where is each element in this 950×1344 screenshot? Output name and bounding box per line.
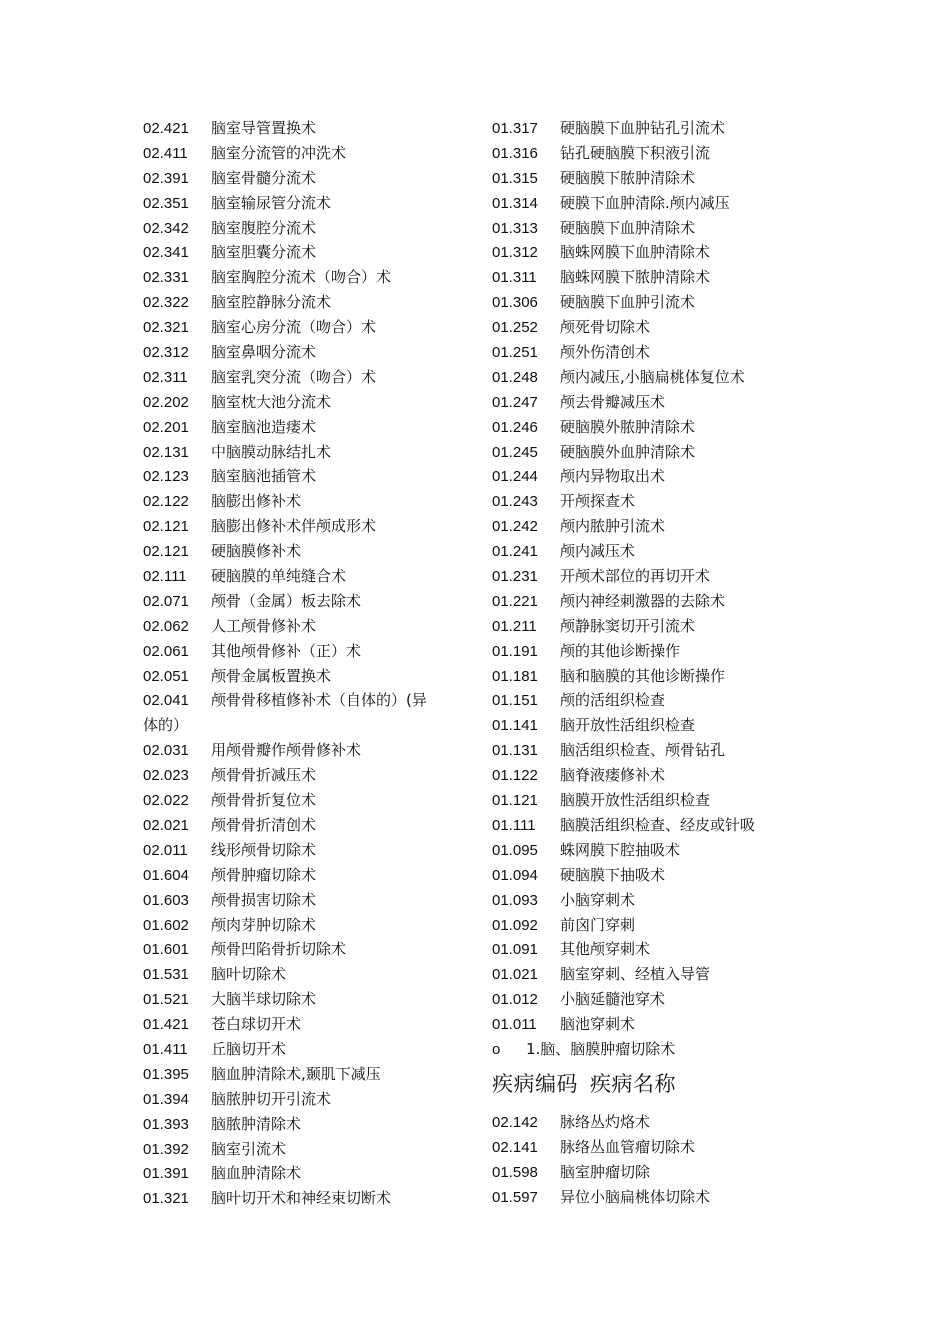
procedure-name: 脑血肿清除术: [211, 1164, 302, 1183]
procedure-row: [143, 589, 468, 614]
procedure-name: 硬膜下血肿清除.颅内减压: [560, 193, 730, 212]
procedure-name: 硬脑膜下血肿清除术: [560, 218, 696, 237]
procedure-row: [492, 265, 792, 290]
procedure-name: 脑蛛网膜下脓肿清除术: [560, 268, 711, 287]
procedure-code: 02.311: [143, 368, 188, 386]
procedure-name: 脑室腔静脉分流术: [211, 293, 332, 312]
procedure-row: [143, 116, 468, 141]
procedure-code: 02.321: [143, 319, 189, 337]
procedure-code: 02.342: [143, 219, 189, 237]
procedure-row: [143, 863, 468, 888]
procedure-code: 02.411: [143, 144, 188, 162]
procedure-name: 大脑半球切除术: [211, 990, 317, 1009]
procedure-code: 01.311: [492, 269, 537, 287]
procedure-code: 02.022: [143, 792, 189, 810]
procedure-name: 颅内异物取出术: [560, 467, 666, 486]
procedure-name: 脑叶切除术: [211, 965, 287, 984]
procedure-row: [492, 141, 792, 166]
procedure-row: [143, 240, 468, 265]
procedure-name: 脑室乳突分流（吻合）术: [211, 367, 377, 386]
right-column: [492, 116, 792, 1209]
procedure-row: [492, 390, 792, 415]
procedure-code: 02.023: [143, 767, 189, 785]
procedure-name: 异位小脑扁桃体切除术: [560, 1187, 711, 1206]
procedure-code: 02.123: [143, 468, 189, 486]
procedure-row: [492, 1160, 792, 1185]
procedure-name: 前囟门穿刺: [560, 915, 636, 934]
procedure-name: 颅的其他诊断操作: [560, 641, 681, 660]
procedure-row: [143, 1186, 468, 1211]
procedure-name: 钻孔硬脑膜下积液引流: [560, 143, 711, 162]
procedure-row: [143, 290, 468, 315]
procedure-row: [143, 664, 468, 689]
procedure-code: 01.121: [492, 792, 538, 810]
procedure-row: [143, 191, 468, 216]
procedure-code: 02.341: [143, 244, 189, 262]
procedure-name: 脑室脑池造瘘术: [211, 417, 317, 436]
procedure-row: [143, 688, 468, 713]
bullet-item: [492, 1037, 792, 1062]
procedure-row: [143, 788, 468, 813]
procedure-row: [492, 315, 792, 340]
procedure-name: 脑室心房分流（吻合）术: [211, 318, 377, 337]
procedure-row: [492, 415, 792, 440]
procedure-name: 脑活组织检查、颅骨钻孔: [560, 741, 726, 760]
procedure-name: 颅骨（金属）板去除术: [211, 591, 362, 610]
procedure-code: 01.601: [143, 941, 189, 959]
procedure-name: 硬脑膜下血肿钻孔引流术: [560, 119, 726, 137]
procedure-code: 01.248: [492, 368, 538, 386]
procedure-row: [143, 315, 468, 340]
procedure-name: 脑脓肿切开引流术: [211, 1089, 332, 1108]
procedure-name: 颅骨骨折减压术: [211, 766, 317, 785]
procedure-code: 02.201: [143, 418, 189, 436]
procedure-code: 01.604: [143, 866, 189, 884]
procedure-row: [143, 1112, 468, 1137]
procedure-row: [492, 688, 792, 713]
procedure-code: 01.242: [492, 518, 538, 536]
procedure-code: 02.391: [143, 169, 189, 187]
procedure-row: [492, 1135, 792, 1160]
procedure-code: 02.331: [143, 269, 189, 287]
procedure-name: 脑室穿刺、经植入导管: [560, 965, 711, 984]
procedure-code: 01.313: [492, 219, 538, 237]
procedure-row: [143, 987, 468, 1012]
procedure-code: 01.391: [143, 1165, 189, 1183]
procedure-name: 脑室枕大池分流术: [211, 392, 332, 411]
procedure-row: [492, 639, 792, 664]
procedure-name: 颅骨肿瘤切除术: [211, 865, 317, 884]
procedure-name: 其他颅骨修补（正）术: [211, 641, 362, 660]
procedure-row: [492, 937, 792, 962]
procedure-row: [492, 738, 792, 763]
procedure-row: [143, 440, 468, 465]
procedure-row: [143, 913, 468, 938]
procedure-row: [492, 240, 792, 265]
procedure-row: [492, 987, 792, 1012]
procedure-code: 02.131: [143, 443, 189, 461]
procedure-code: 02.011: [143, 841, 188, 859]
procedure-row: [492, 1012, 792, 1037]
procedure-row: [143, 1037, 468, 1062]
procedure-code: 02.202: [143, 393, 189, 411]
procedure-name: 颅骨凹陷骨折切除术: [211, 940, 347, 959]
procedure-code: 01.131: [492, 742, 538, 760]
procedure-code: 01.211: [492, 617, 537, 635]
procedure-row: [143, 340, 468, 365]
procedure-name: 硬脑膜外血肿清除术: [560, 442, 696, 461]
procedure-name: 硬脑膜外脓肿清除术: [560, 417, 696, 436]
procedure-row: [492, 539, 792, 564]
section-heading: [492, 1062, 792, 1110]
procedure-code: 01.602: [143, 916, 189, 934]
procedure-row: [492, 116, 792, 141]
procedure-code: 02.322: [143, 294, 189, 312]
procedure-name: 小脑延髓池穿术: [560, 990, 666, 1009]
procedure-name: 颅内神经刺激器的去除术: [560, 591, 726, 610]
procedure-code: 01.181: [492, 667, 538, 685]
procedure-code: 01.321: [143, 1190, 189, 1208]
procedure-name: 硬脑膜下血肿引流术: [560, 293, 696, 312]
procedure-name: 苍白球切开术: [211, 1015, 302, 1034]
section-rows: [492, 1110, 792, 1210]
procedure-code: 01.597: [492, 1188, 538, 1206]
procedure-name: 颅去骨瓣减压术: [560, 392, 666, 411]
procedure-name: 脑室分流管的冲洗术: [211, 143, 347, 162]
procedure-row: [143, 265, 468, 290]
procedure-name: 脑和脑膜的其他诊断操作: [560, 666, 726, 685]
procedure-row: [143, 1087, 468, 1112]
procedure-code: 01.603: [143, 891, 189, 909]
procedure-code: 02.312: [143, 344, 189, 362]
procedure-code: 01.247: [492, 393, 538, 411]
procedure-name: 其他颅穿刺术: [560, 940, 651, 959]
procedure-code: 01.243: [492, 493, 538, 511]
procedure-row: [143, 813, 468, 838]
procedure-name: 颅骨金属板置换术: [211, 666, 332, 685]
procedure-code: 01.306: [492, 294, 538, 312]
procedure-code: 02.121: [143, 543, 189, 561]
procedure-code: 02.111: [143, 568, 187, 586]
procedure-name: 脑室脑池插管术: [211, 467, 317, 486]
procedure-row: [492, 813, 792, 838]
procedure-name: 颅内脓肿引流术: [560, 517, 666, 536]
procedure-code: 02.062: [143, 617, 189, 635]
procedure-name: 脑室肿瘤切除: [560, 1162, 651, 1181]
procedure-code: 01.317: [492, 120, 538, 137]
procedure-name: 颅骨骨折复位术: [211, 791, 317, 810]
procedure-name: 颅内减压,小脑扁桃体复位术: [560, 367, 745, 386]
procedure-row: [492, 589, 792, 614]
procedure-name: 丘脑切开术: [211, 1039, 287, 1058]
procedure-code: 02.142: [492, 1113, 538, 1131]
procedure-code: 01.095: [492, 841, 538, 859]
procedure-row: [143, 489, 468, 514]
procedure-code: 01.316: [492, 144, 538, 162]
procedure-name: 颅肉芽肿切除术: [211, 915, 317, 934]
procedure-code: 01.012: [492, 991, 538, 1009]
procedure-row: [143, 390, 468, 415]
procedure-code: 01.151: [492, 692, 538, 710]
procedure-row: [143, 1062, 468, 1087]
procedure-row: [492, 888, 792, 913]
procedure-code: 01.395: [143, 1065, 189, 1083]
procedure-name: 开颅术部位的再切开术: [560, 567, 711, 586]
procedure-name: 硬脑膜下抽吸术: [560, 865, 666, 884]
procedure-name: 颅外伤清创术: [560, 343, 651, 362]
procedure-row: [492, 166, 792, 191]
procedure-code: 01.314: [492, 194, 538, 212]
procedure-name: 脑池穿刺术: [560, 1015, 636, 1034]
left-column: [143, 116, 468, 1211]
procedure-code: 02.141: [492, 1138, 538, 1156]
procedure-name: 颅死骨切除术: [560, 318, 651, 337]
procedure-name: 脑室胆囊分流术: [211, 243, 317, 262]
procedure-code: 01.521: [143, 991, 189, 1009]
procedure-name: 脑室引流术: [211, 1139, 287, 1158]
procedure-row: [143, 539, 468, 564]
procedure-code: 01.191: [492, 642, 538, 660]
procedure-row: [492, 1110, 792, 1135]
procedure-code: 02.031: [143, 742, 189, 760]
procedure-row: [492, 863, 792, 888]
procedure-name: 脑室骨髓分流术: [211, 168, 317, 187]
procedure-row: [492, 962, 792, 987]
procedure-row: [143, 738, 468, 763]
procedure-name: 颅静脉窦切开引流术: [560, 616, 696, 635]
procedure-code: 02.121: [143, 518, 189, 536]
procedure-name: 脉络丛血管瘤切除术: [560, 1137, 696, 1156]
procedure-name: 硬脑膜的单纯缝合术: [211, 567, 347, 586]
procedure-row: [492, 489, 792, 514]
procedure-code: 01.231: [492, 568, 538, 586]
procedure-row: [143, 937, 468, 962]
procedure-code: 01.393: [143, 1115, 189, 1133]
bullet-marker: o: [492, 1040, 501, 1058]
procedure-row: [143, 639, 468, 664]
procedure-row: [143, 888, 468, 913]
procedure-row: [492, 440, 792, 465]
procedure-code: 02.041: [143, 692, 189, 710]
procedure-row: [143, 962, 468, 987]
procedure-name: 脑脊液瘘修补术: [560, 766, 666, 785]
procedure-row: [492, 614, 792, 639]
procedure-name: 蛛网膜下腔抽吸术: [560, 840, 681, 859]
procedure-row: [143, 763, 468, 788]
procedure-row: [143, 415, 468, 440]
procedure-code: 01.252: [492, 319, 538, 337]
procedure-row: [492, 664, 792, 689]
procedure-code: 01.093: [492, 891, 538, 909]
procedure-code: 01.392: [143, 1140, 189, 1158]
procedure-code: 02.021: [143, 816, 189, 834]
procedure-code: 02.061: [143, 642, 189, 660]
procedure-code: 01.092: [492, 916, 538, 934]
procedure-code: 01.245: [492, 443, 538, 461]
procedure-row: [492, 838, 792, 863]
procedure-name: 颅的活组织检查: [560, 691, 666, 710]
procedure-name: 脑叶切开术和神经束切断术: [211, 1189, 392, 1208]
procedure-row: [143, 614, 468, 639]
procedure-name: 脑室腹腔分流术: [211, 218, 317, 237]
procedure-name: 脑室胸腔分流术（吻合）术: [211, 268, 392, 287]
procedure-code: 01.251: [492, 344, 538, 362]
procedure-row: [492, 191, 792, 216]
procedure-row: [143, 514, 468, 539]
procedure-code: 01.221: [492, 592, 538, 610]
procedure-row: [143, 141, 468, 166]
procedure-name: 脑膜活组织检查、经皮或针吸: [560, 815, 756, 834]
procedure-code: 02.122: [143, 493, 189, 511]
procedure-code: 01.315: [492, 169, 538, 187]
procedure-code: 02.051: [143, 667, 189, 685]
procedure-name: 脑室鼻咽分流术: [211, 343, 317, 362]
procedure-code: 01.091: [492, 941, 538, 959]
procedure-code: 01.141: [492, 717, 538, 735]
procedure-row: [492, 290, 792, 315]
procedure-name: 中脑膜动脉结扎术: [211, 442, 332, 461]
procedure-name: 开颅探查术: [560, 492, 636, 511]
procedure-row: [143, 1012, 468, 1037]
procedure-code: 01.531: [143, 966, 189, 984]
procedure-name: 线形颅骨切除术: [211, 840, 317, 859]
procedure-name: 脑脓肿清除术: [211, 1114, 302, 1133]
procedure-code: 01.241: [492, 543, 538, 561]
procedure-row: [492, 365, 792, 390]
procedure-code: 01.094: [492, 866, 538, 884]
heading-disease-name: 疾病名称: [590, 1071, 676, 1096]
procedure-code: 01.122: [492, 767, 538, 785]
procedure-row: [143, 216, 468, 241]
procedure-name: 硬脑膜下脓肿清除术: [560, 168, 696, 187]
procedure-code: 01.246: [492, 418, 538, 436]
procedure-code: 02.421: [143, 120, 189, 137]
procedure-name: 颅骨损害切除术: [211, 890, 317, 909]
procedure-name: 小脑穿刺术: [560, 890, 636, 909]
procedure-name: 脑血肿清除术,颞肌下减压: [211, 1064, 381, 1083]
procedure-row: [492, 913, 792, 938]
bullet-text: 1.脑、脑膜肿瘤切除术: [526, 1039, 676, 1058]
procedure-row: [492, 713, 792, 738]
procedure-row: [143, 365, 468, 390]
procedure-name: 脉络丛灼烙术: [560, 1112, 651, 1131]
procedure-row: [143, 564, 468, 589]
procedure-name: 用颅骨瓣作颅骨修补术: [211, 741, 362, 760]
procedure-name: 脑开放性活组织检查: [560, 716, 696, 735]
procedure-name: 硬脑膜修补术: [211, 542, 302, 561]
procedure-name: 脑蛛网膜下血肿清除术: [560, 243, 711, 262]
procedure-name-continuation: 体的）: [143, 716, 189, 735]
procedure-code: 01.411: [143, 1040, 188, 1058]
procedure-name: 脑室输尿管分流术: [211, 193, 332, 212]
procedure-code: 01.312: [492, 244, 538, 262]
procedure-row: [143, 464, 468, 489]
procedure-name: 颅骨骨移植修补术（自体的）(异: [211, 691, 427, 710]
procedure-name: 颅内减压术: [560, 542, 636, 561]
procedure-row: [492, 464, 792, 489]
procedure-code: 01.421: [143, 1016, 189, 1034]
procedure-row: [143, 166, 468, 191]
procedure-row: [492, 564, 792, 589]
procedure-name: 脑膜开放性活组织检查: [560, 791, 711, 810]
procedure-name: 脑室导管置换术: [211, 119, 317, 137]
procedure-row: [492, 1185, 792, 1210]
right-column-rows: [492, 116, 792, 1037]
procedure-row: [492, 514, 792, 539]
procedure-code: 01.021: [492, 966, 538, 984]
procedure-row: [143, 1137, 468, 1162]
procedure-code: 01.244: [492, 468, 538, 486]
procedure-row: [492, 340, 792, 365]
procedure-row: [143, 1161, 468, 1186]
procedure-code: 01.111: [492, 816, 536, 834]
procedure-row: [492, 788, 792, 813]
procedure-name: 脑膨出修补术伴颅成形术: [211, 517, 377, 536]
procedure-row: [492, 763, 792, 788]
procedure-row: [492, 216, 792, 241]
procedure-name: 人工颅骨修补术: [211, 616, 317, 635]
procedure-code: 01.598: [492, 1163, 538, 1181]
procedure-name: 颅骨骨折清创术: [211, 815, 317, 834]
procedure-code: 01.394: [143, 1090, 189, 1108]
procedure-code: 01.011: [492, 1016, 537, 1034]
procedure-code: 02.071: [143, 592, 189, 610]
procedure-code: 02.351: [143, 194, 189, 212]
heading-disease-code: 疾病编码: [492, 1071, 578, 1096]
procedure-row: [143, 838, 468, 863]
procedure-name: 脑膨出修补术: [211, 492, 302, 511]
